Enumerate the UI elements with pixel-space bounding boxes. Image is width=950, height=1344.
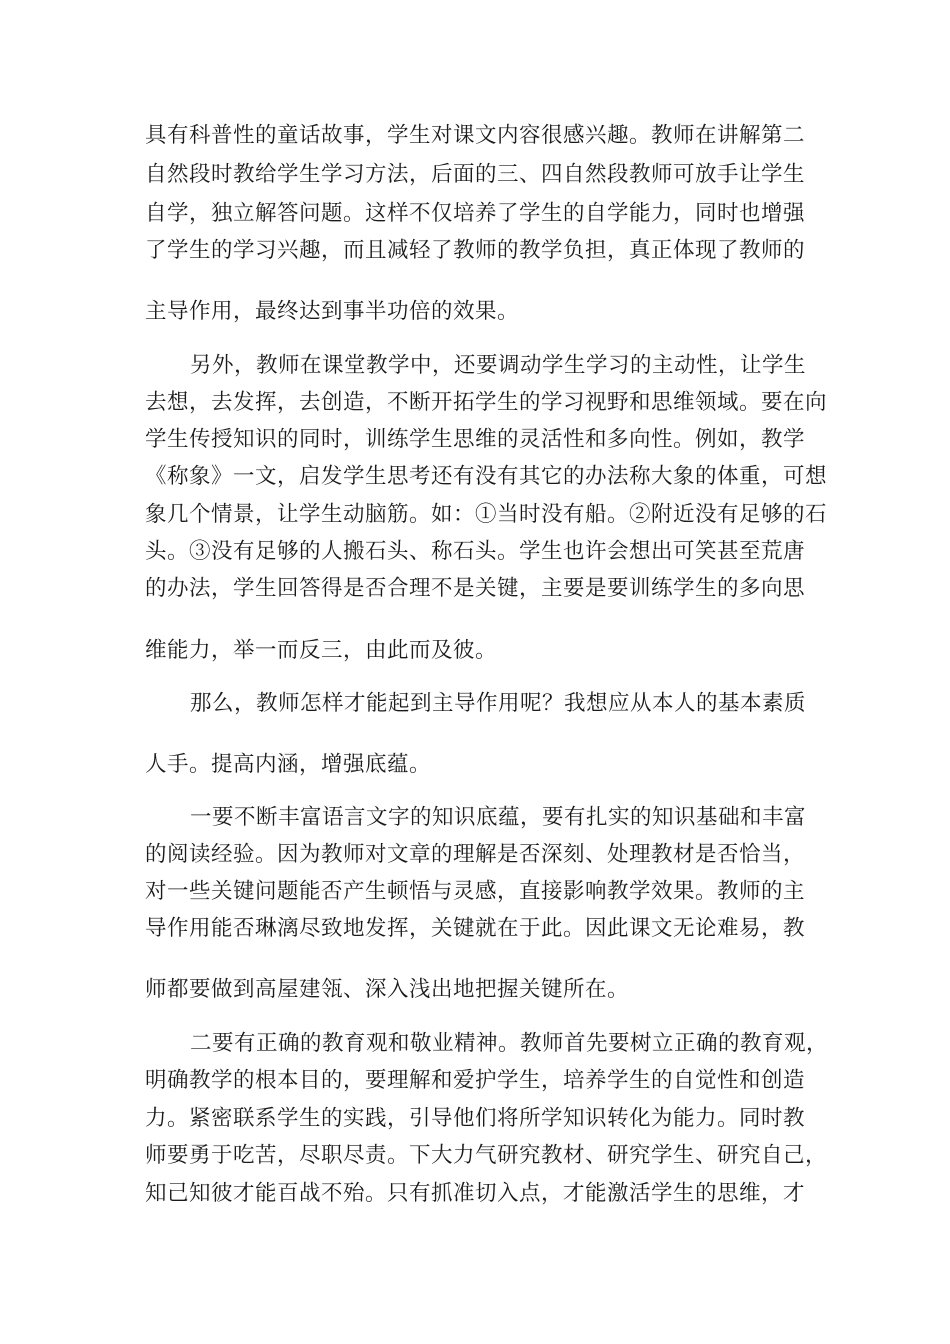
paragraph-start-line: 二要有正确的教育观和敬业精神。教师首先要树立正确的教育观，	[190, 1031, 829, 1056]
text-line: 力。紧密联系学生的实践，引导他们将所学知识转化为能力。同时教	[145, 1106, 806, 1131]
text-line: 维能力，举一而反三，由此而及彼。	[145, 638, 498, 663]
text-line: 《称象》一文，启发学生思考还有没有其它的办法称大象的体重，可想	[145, 464, 828, 489]
paragraph-start-line: 一要不断丰富语言文字的知识底蕴，要有扎实的知识基础和丰富	[190, 805, 807, 830]
text-line: 去想，去发挥，去创造，不断开拓学生的学习视野和思维领域。要在向	[145, 390, 828, 415]
text-line: 的办法，学生回答得是否合理不是关键，主要是要训练学生的多向思	[145, 576, 806, 601]
text-line: 主导作用，最终达到事半功倍的效果。	[145, 299, 520, 324]
text-line: 自然段时教给学生学习方法，后面的三、四自然段教师可放手让学生	[145, 162, 806, 187]
text-line: 明确教学的根本目的，要理解和爱护学生，培养学生的自觉性和创造	[145, 1068, 806, 1093]
text-line: 知己知彼才能百战不殆。只有抓准切入点，才能激活学生的思维，才	[145, 1181, 806, 1206]
text-line: 师要勇于吃苦，尽职尽责。下大力气研究教材、研究学生、研究自己，	[145, 1143, 828, 1168]
text-line: 对一些关键问题能否产生顿悟与灵感，直接影响教学效果。教师的主	[145, 879, 806, 904]
text-line: 头。③没有足够的人搬石头、称石头。学生也许会想出可笑甚至荒唐	[145, 539, 806, 564]
text-line: 具有科普性的童话故事，学生对课文内容很感兴趣。教师在讲解第二	[145, 123, 806, 148]
text-line: 学生传授知识的同时，训练学生思维的灵活性和多向性。例如，教学	[145, 427, 806, 452]
text-line: 师都要做到高屋建瓴、深入浅出地把握关键所在。	[145, 977, 630, 1002]
text-line: 的阅读经验。因为教师对文章的理解是否深刻、处理教材是否恰当，	[145, 842, 806, 867]
text-line: 象几个情景，让学生动脑筋。如：①当时没有船。②附近没有足够的石	[145, 502, 828, 527]
text-line: 人手。提高内涵，增强底蕴。	[145, 752, 432, 777]
text-line: 导作用能否琳漓尽致地发挥，关键就在于此。因此课文无论难易，教	[145, 916, 806, 941]
paragraph-start-line: 另外，教师在课堂教学中，还要调动学生学习的主动性，让学生	[190, 353, 807, 378]
paragraph-start-line: 那么，教师怎样才能起到主导作用呢？我想应从本人的基本素质	[190, 691, 807, 716]
text-line: 了学生的学习兴趣，而且减轻了教师的教学负担，真正体现了教师的	[145, 238, 806, 263]
text-line: 自学，独立解答问题。这样不仅培养了学生的自学能力，同时也增强	[145, 201, 806, 226]
